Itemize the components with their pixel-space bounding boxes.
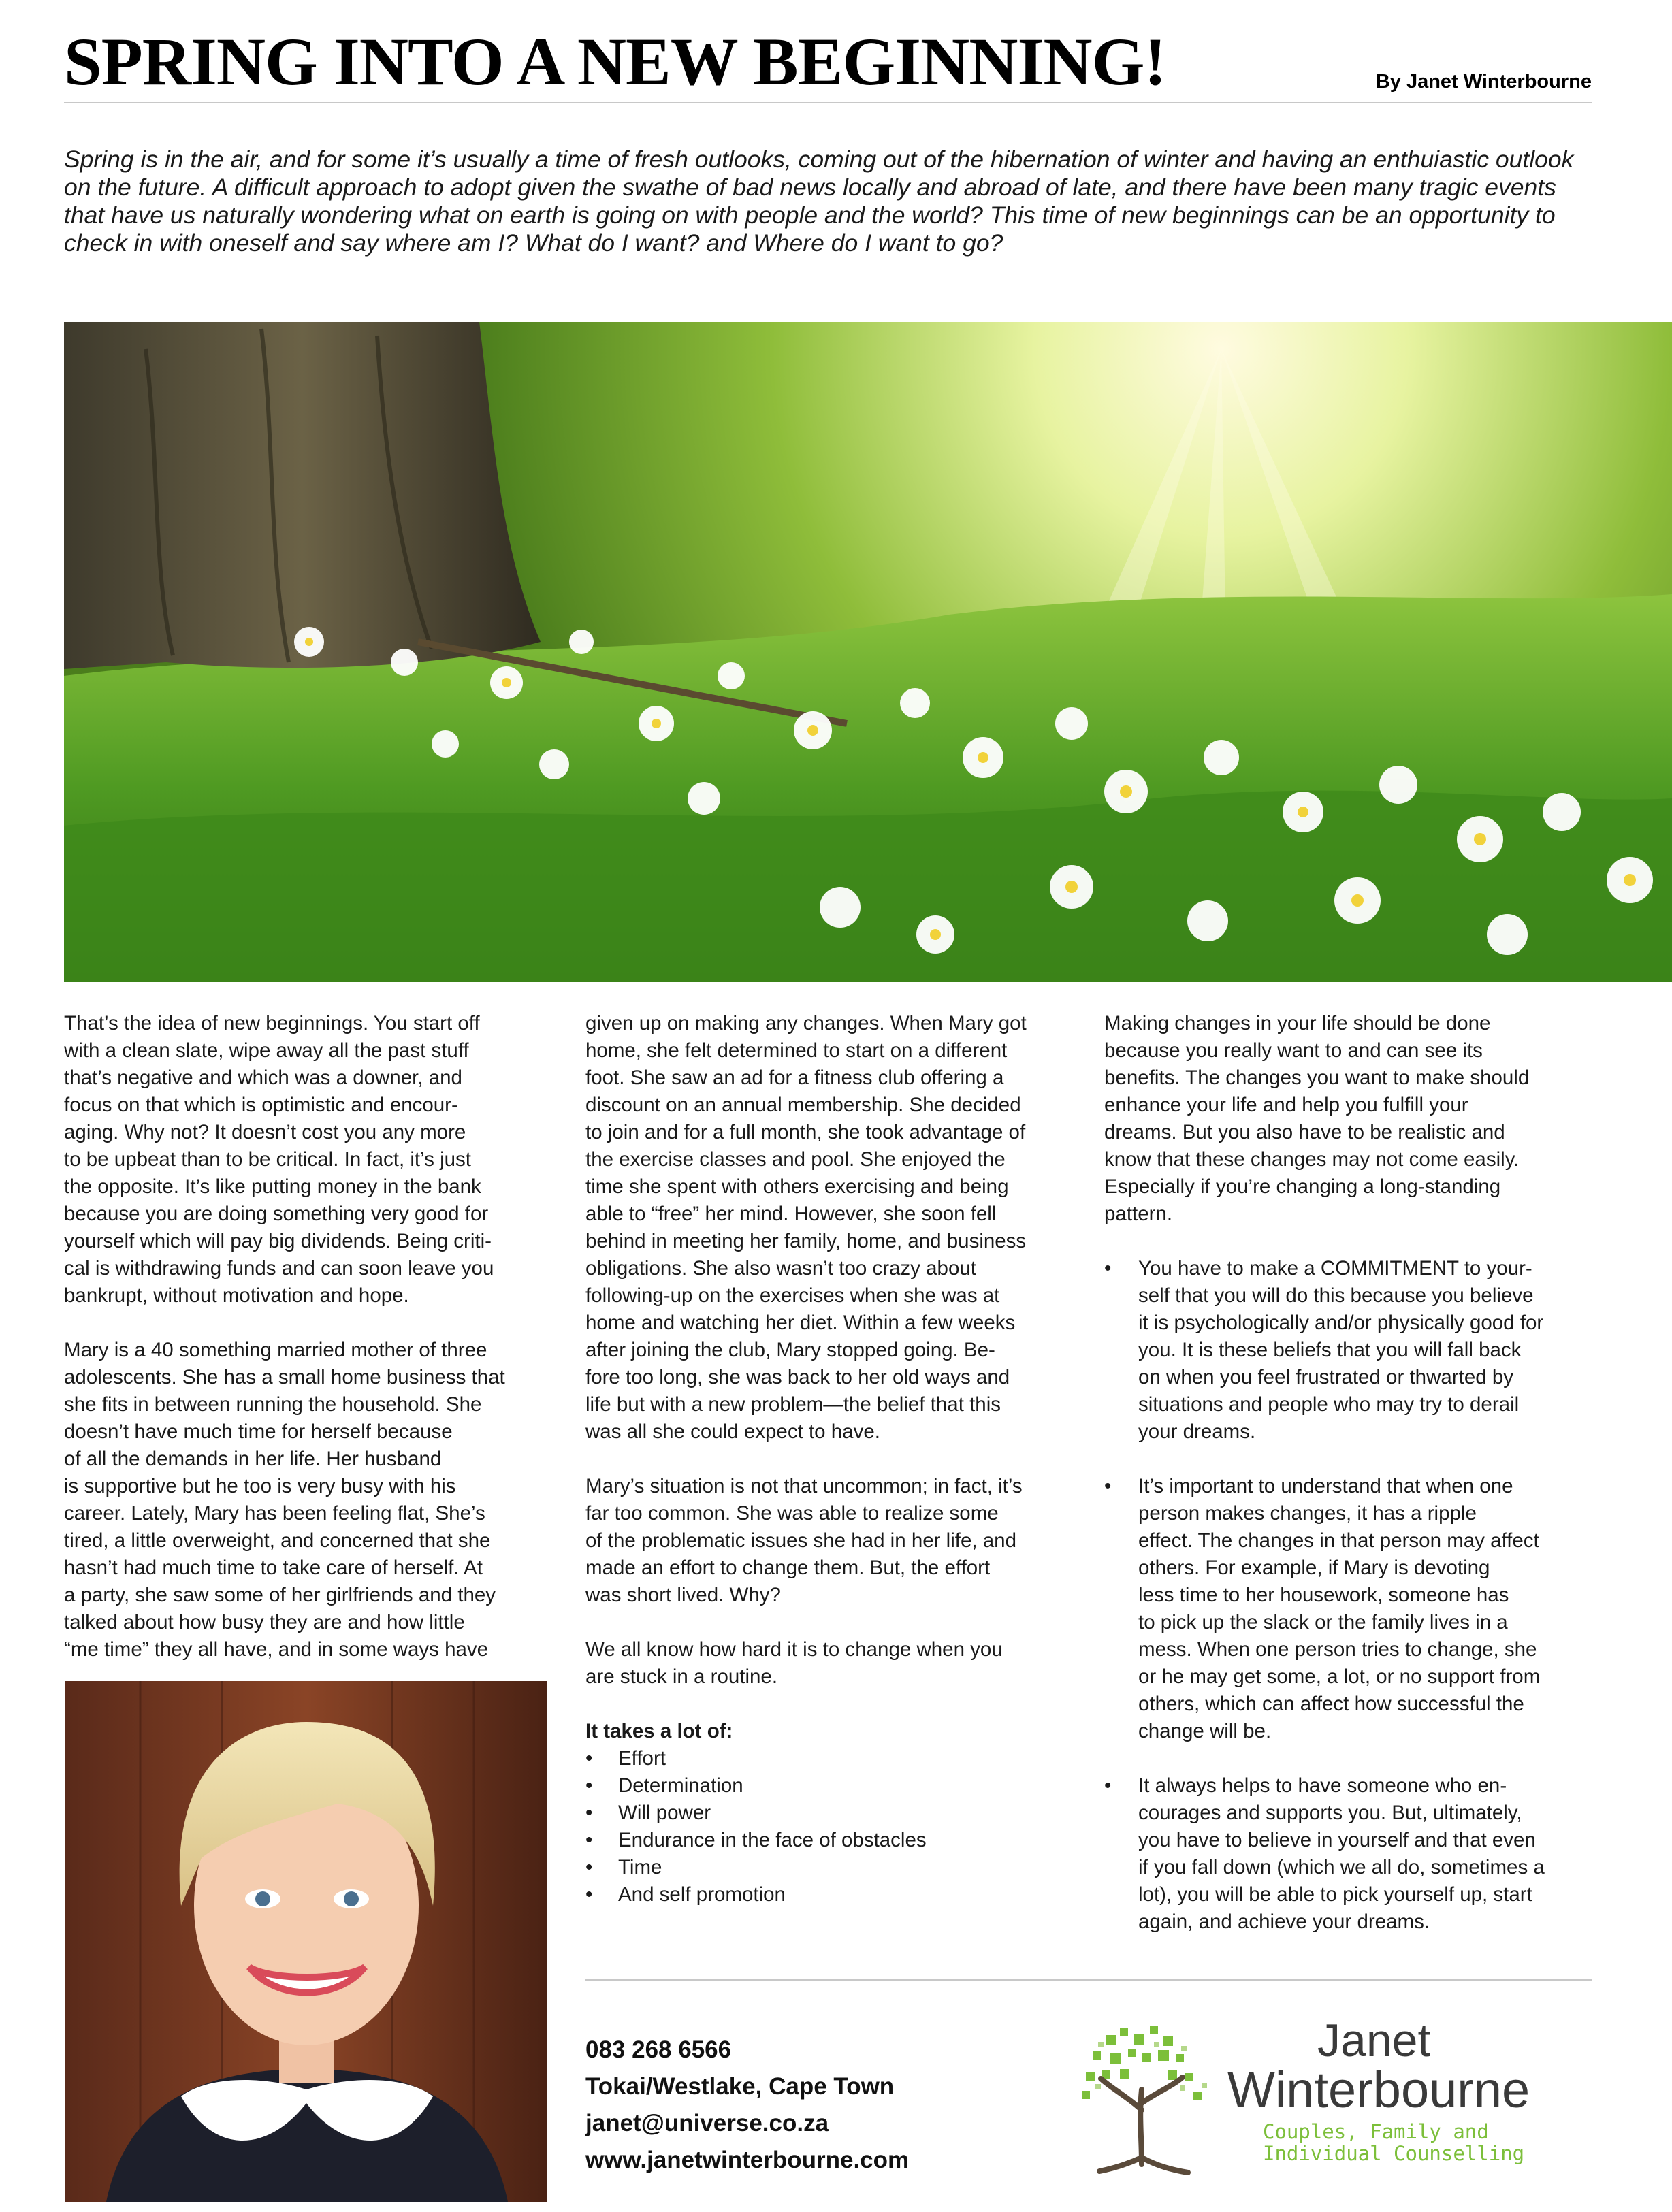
janet-winterbourne-logo: [1065, 2015, 1569, 2178]
article-title: SPRING INTO A NEW BEGINNING!: [64, 24, 1166, 99]
list-item: • It always helps to have someone who en- courages and supports you. But, ultimately, you have to believe in yourself and that even if you fall down (which we all do, sometimes a lot), you will be able to pick yourself up, start again, and achieve your dreams.: [1104, 1772, 1594, 1936]
list-item: • Effort: [585, 1745, 1076, 1772]
list-heading: It takes a lot of:: [585, 1720, 733, 1742]
email-address[interactable]: janet@universe.co.za: [585, 2110, 829, 2136]
intro-paragraph: Spring is in the air, and for some it’s usually a time of fresh outlooks, coming out of the hibernation of winter and having an enthuiastic outlook on the future. A difficult approach to adopt given the swathe of bad news locally and abroad of late, and there have been many tragic events that have us naturally wondering what on earth is going on with people and the world? This time of new beginnings can be an opportunity to check in with oneself and say where am I? What do I want? and Where do I want to go?: [64, 146, 1574, 257]
requirements-list: [585, 1745, 1076, 1908]
location: Tokai/Westlake, Cape Town: [585, 2073, 895, 2100]
bullet-icon: •: [1104, 1774, 1112, 1797]
bullet-icon: •: [1104, 1475, 1112, 1497]
logo-tagline-1: Couples, Family and: [1263, 2120, 1489, 2143]
spring-meadow-image: [64, 322, 1672, 982]
column-3: [1104, 1010, 1594, 1963]
bullet-icon: •: [1104, 1257, 1112, 1280]
logo-last-name: Winterbourne: [1227, 2062, 1530, 2118]
header-divider: [64, 102, 1592, 103]
list-item: • Will power: [585, 1800, 1076, 1827]
bullet-icon: •: [585, 1747, 593, 1770]
footer-divider: [585, 1979, 1592, 1981]
paragraph-common-situation: Mary’s situation is not that uncommon; in fact, it’s far too common. She was able to realize some of the problematic issues she had in her life, and made an effort to change them. But, the effort was short lived. Why?: [585, 1475, 1023, 1606]
advice-list: [1104, 1255, 1594, 1936]
bullet-icon: •: [585, 1856, 593, 1878]
phone-number: 083 268 6566: [585, 2036, 732, 2063]
paragraph-new-beginnings: That’s the idea of new beginnings. You start off with a clean slate, wipe away all the past stuff that’s negative and which was a downer, and focus on that which is optimistic and encour- aging. Why not? It doesn’t cost you any more to be upbeat than to be critical. In fact, it’s just the opposite. It’s like putting money in the bank because you are doing something very good for yourself which will pay big dividends. Being criti- cal is withdrawing funds and can soon leave you bankrupt, without motivation and hope.: [64, 1012, 494, 1307]
list-item: • Endurance in the face of obstacles: [585, 1827, 1076, 1854]
tree-icon: [1065, 2021, 1222, 2178]
contact-block: [585, 2032, 909, 2179]
logo-first-name: Janet: [1317, 2015, 1431, 2066]
paragraph-making-changes: Making changes in your life should be done because you really want to and can see its benefits. The changes you want to make should enhance your life and help you fulfill your dreams. But you also have to be realistic and know that these changes may not come easily. Especially if you’re changing a long-standing pattern.: [1104, 1012, 1530, 1225]
logo-tagline-2: Individual Counselling: [1263, 2142, 1525, 2165]
list-item: • It’s important to understand that when one person makes changes, it has a ripple effect. The changes in that person may affect others. For example, if Mary is devoting less time to her housework, someone has to pick up the slack or the family lives in a mess. When one person tries to change, she or he may get some, a lot, or no support from others, which can affect how successful the change will be.: [1104, 1473, 1594, 1745]
paragraph-routine: We all know how hard it is to change when you are stuck in a routine.: [585, 1638, 1003, 1688]
list-item: • Time: [585, 1854, 1076, 1881]
bullet-icon: •: [585, 1829, 593, 1851]
author-portrait: [65, 1681, 547, 2202]
website-link[interactable]: www.janetwinterbourne.com: [585, 2147, 910, 2173]
column-1: [64, 1010, 554, 1691]
bullet-icon: •: [585, 1774, 593, 1797]
author-byline: By Janet Winterbourne: [1375, 71, 1592, 93]
paragraph-mary-intro: Mary is a 40 something married mother of three adolescents. She has a small home business that she fits in between running the household. She doesn’t have much time for herself because of all the demands in her life. Her husband is supportive but he too is very busy with his career. Lately, Mary has been feeling flat, She’s tired, a little overweight, and concerned that she hasn’t had much time to take care of herself. At a party, she saw some of her girlfriends and they talked about how busy they are and how little “me time” they all have, and in some ways have: [64, 1339, 505, 1661]
paragraph-mary-gym: given up on making any changes. When Mary got home, she felt determined to start on a different foot. She saw an ad for a fitness club offering a discount on an annual membership. She decided to join and for a full month, she took advantage of the exercise classes and pool. She enjoyed the time she spent with others exercising and being able to “free” her mind. However, she soon fell behind in meeting her family, home, and business obligations. She also wasn’t too crazy about following-up on the exercises when she was at home and watching her diet. Within a few weeks after joining the club, Mary stopped going. Be- fore too long, she was back to her old ways and life but with a new problem—the belief that this was all she could expect to have.: [585, 1012, 1027, 1443]
bullet-icon: •: [585, 1883, 593, 1906]
list-item: • And self promotion: [585, 1881, 1076, 1908]
list-item: • You have to make a COMMITMENT to your- self that you will do this because you believe it is psychologically and/or physically good for you. It is these beliefs that you will fall back on when you feel frustrated or thwarted by situations and people who may try to derail your dreams.: [1104, 1255, 1594, 1446]
column-2: [585, 1010, 1076, 1908]
list-item: • Determination: [585, 1772, 1076, 1800]
bullet-icon: •: [585, 1802, 593, 1824]
